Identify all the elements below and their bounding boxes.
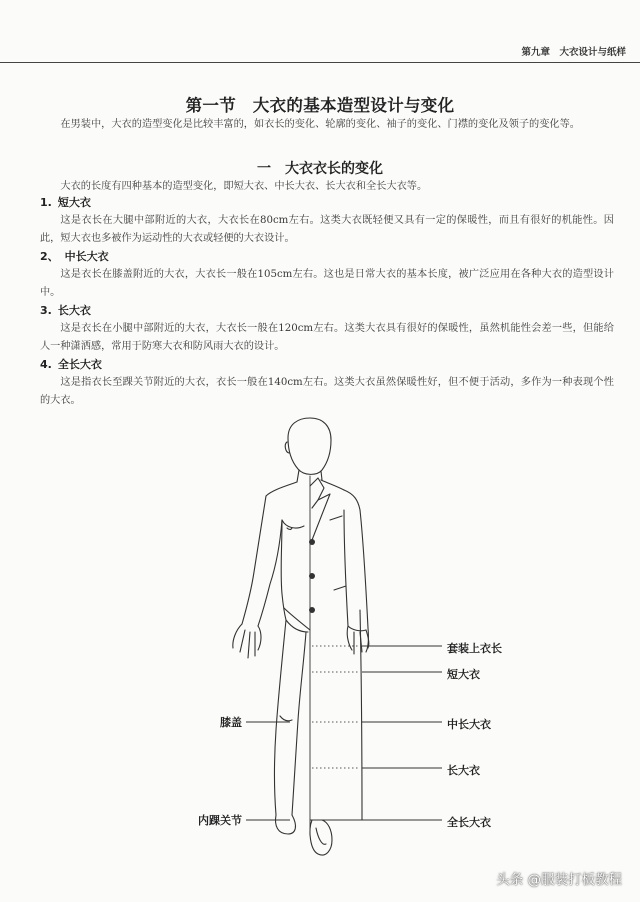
- item-text-1: 这是衣长在大腿中部附近的大衣，大衣长在80cm左右。这类大衣既轻便又具有一定的保暖性，而且有很好的机能性。因此，短大衣也多被作为运动性的大衣或轻便的大衣设计。: [40, 215, 614, 244]
- label-long-coat: 长大衣: [447, 764, 480, 777]
- item-text-4: 这是指衣长至踝关节附近的大衣，衣长一般在140cm左右。这类大衣虽然保暖性好，但不便于活动，多作为一种表现个性的大衣。: [40, 377, 614, 406]
- item-title: 全长大衣: [57, 358, 102, 371]
- label-knee: 膝盖: [220, 716, 242, 729]
- item-number: 4.: [40, 358, 52, 371]
- subsection-intro: 大衣的长度有四种基本的造型变化，即短大衣、中长大衣、长大衣和全长大衣等。: [60, 181, 428, 192]
- coat-button: [309, 539, 315, 545]
- figure-neck: [297, 470, 299, 482]
- chapter-header: 第九章 大衣设计与纸样: [521, 47, 626, 58]
- watermark: 头条 @服装打板教程: [496, 872, 622, 888]
- label-full-length-coat: 全长大衣: [447, 816, 491, 829]
- intro-paragraph: 在男装中，大衣的造型变化是比较丰富的，如衣长的变化、轮廓的变化、袖子的变化、门襟的变化及领子的变化等。: [60, 119, 580, 130]
- subsection-title: 一 大衣衣长的变化: [257, 161, 383, 177]
- figure-left-leg: [275, 620, 287, 815]
- item-text-3: 这是衣长在小腿中部附近的大衣，大衣长一般在120cm左右。这类大衣具有很好的保暖性，虽然机能性会差一些，但能给人一种潇洒感，常用于防寒大衣和防风雨大衣的设计。: [40, 323, 614, 352]
- figure-hip: [284, 608, 310, 630]
- item-number: 2、: [40, 250, 59, 263]
- coat-side-pocket: [334, 586, 346, 590]
- figure-shoulder: [266, 482, 297, 496]
- coat-lapel: [310, 478, 330, 540]
- item-number: 3.: [40, 304, 52, 317]
- figure-left-arm: [242, 496, 266, 624]
- coat-button: [309, 573, 315, 579]
- label-suit-jacket-length: 套装上衣长: [447, 642, 502, 655]
- coat-shoulder: [344, 490, 360, 510]
- coat-breast-pocket: [330, 516, 342, 520]
- item-title: 短大衣: [57, 196, 91, 209]
- figure-left-foot: [276, 815, 296, 834]
- item-text-2: 这是衣长在膝盖附近的大衣，大衣长一般在105cm左右。这也是日常大衣的基本长度，被广泛应用在各种大衣的造型设计中。: [40, 269, 614, 298]
- figure-head: [288, 418, 331, 474]
- label-medium-coat: 中长大衣: [447, 718, 491, 731]
- item-title: 中长大衣: [64, 250, 109, 263]
- label-short-coat: 短大衣: [447, 668, 480, 681]
- section-title: 第一节 大衣的基本造型设计与变化: [185, 96, 455, 115]
- figure-right-foot: [310, 820, 332, 855]
- label-inner-ankle: 内踝关节: [198, 814, 242, 827]
- item-title: 长大衣: [57, 304, 91, 317]
- coat-button: [309, 607, 315, 613]
- coat-collar: [321, 480, 344, 490]
- item-number: 1.: [40, 196, 52, 209]
- figure-left-hand: [233, 624, 261, 658]
